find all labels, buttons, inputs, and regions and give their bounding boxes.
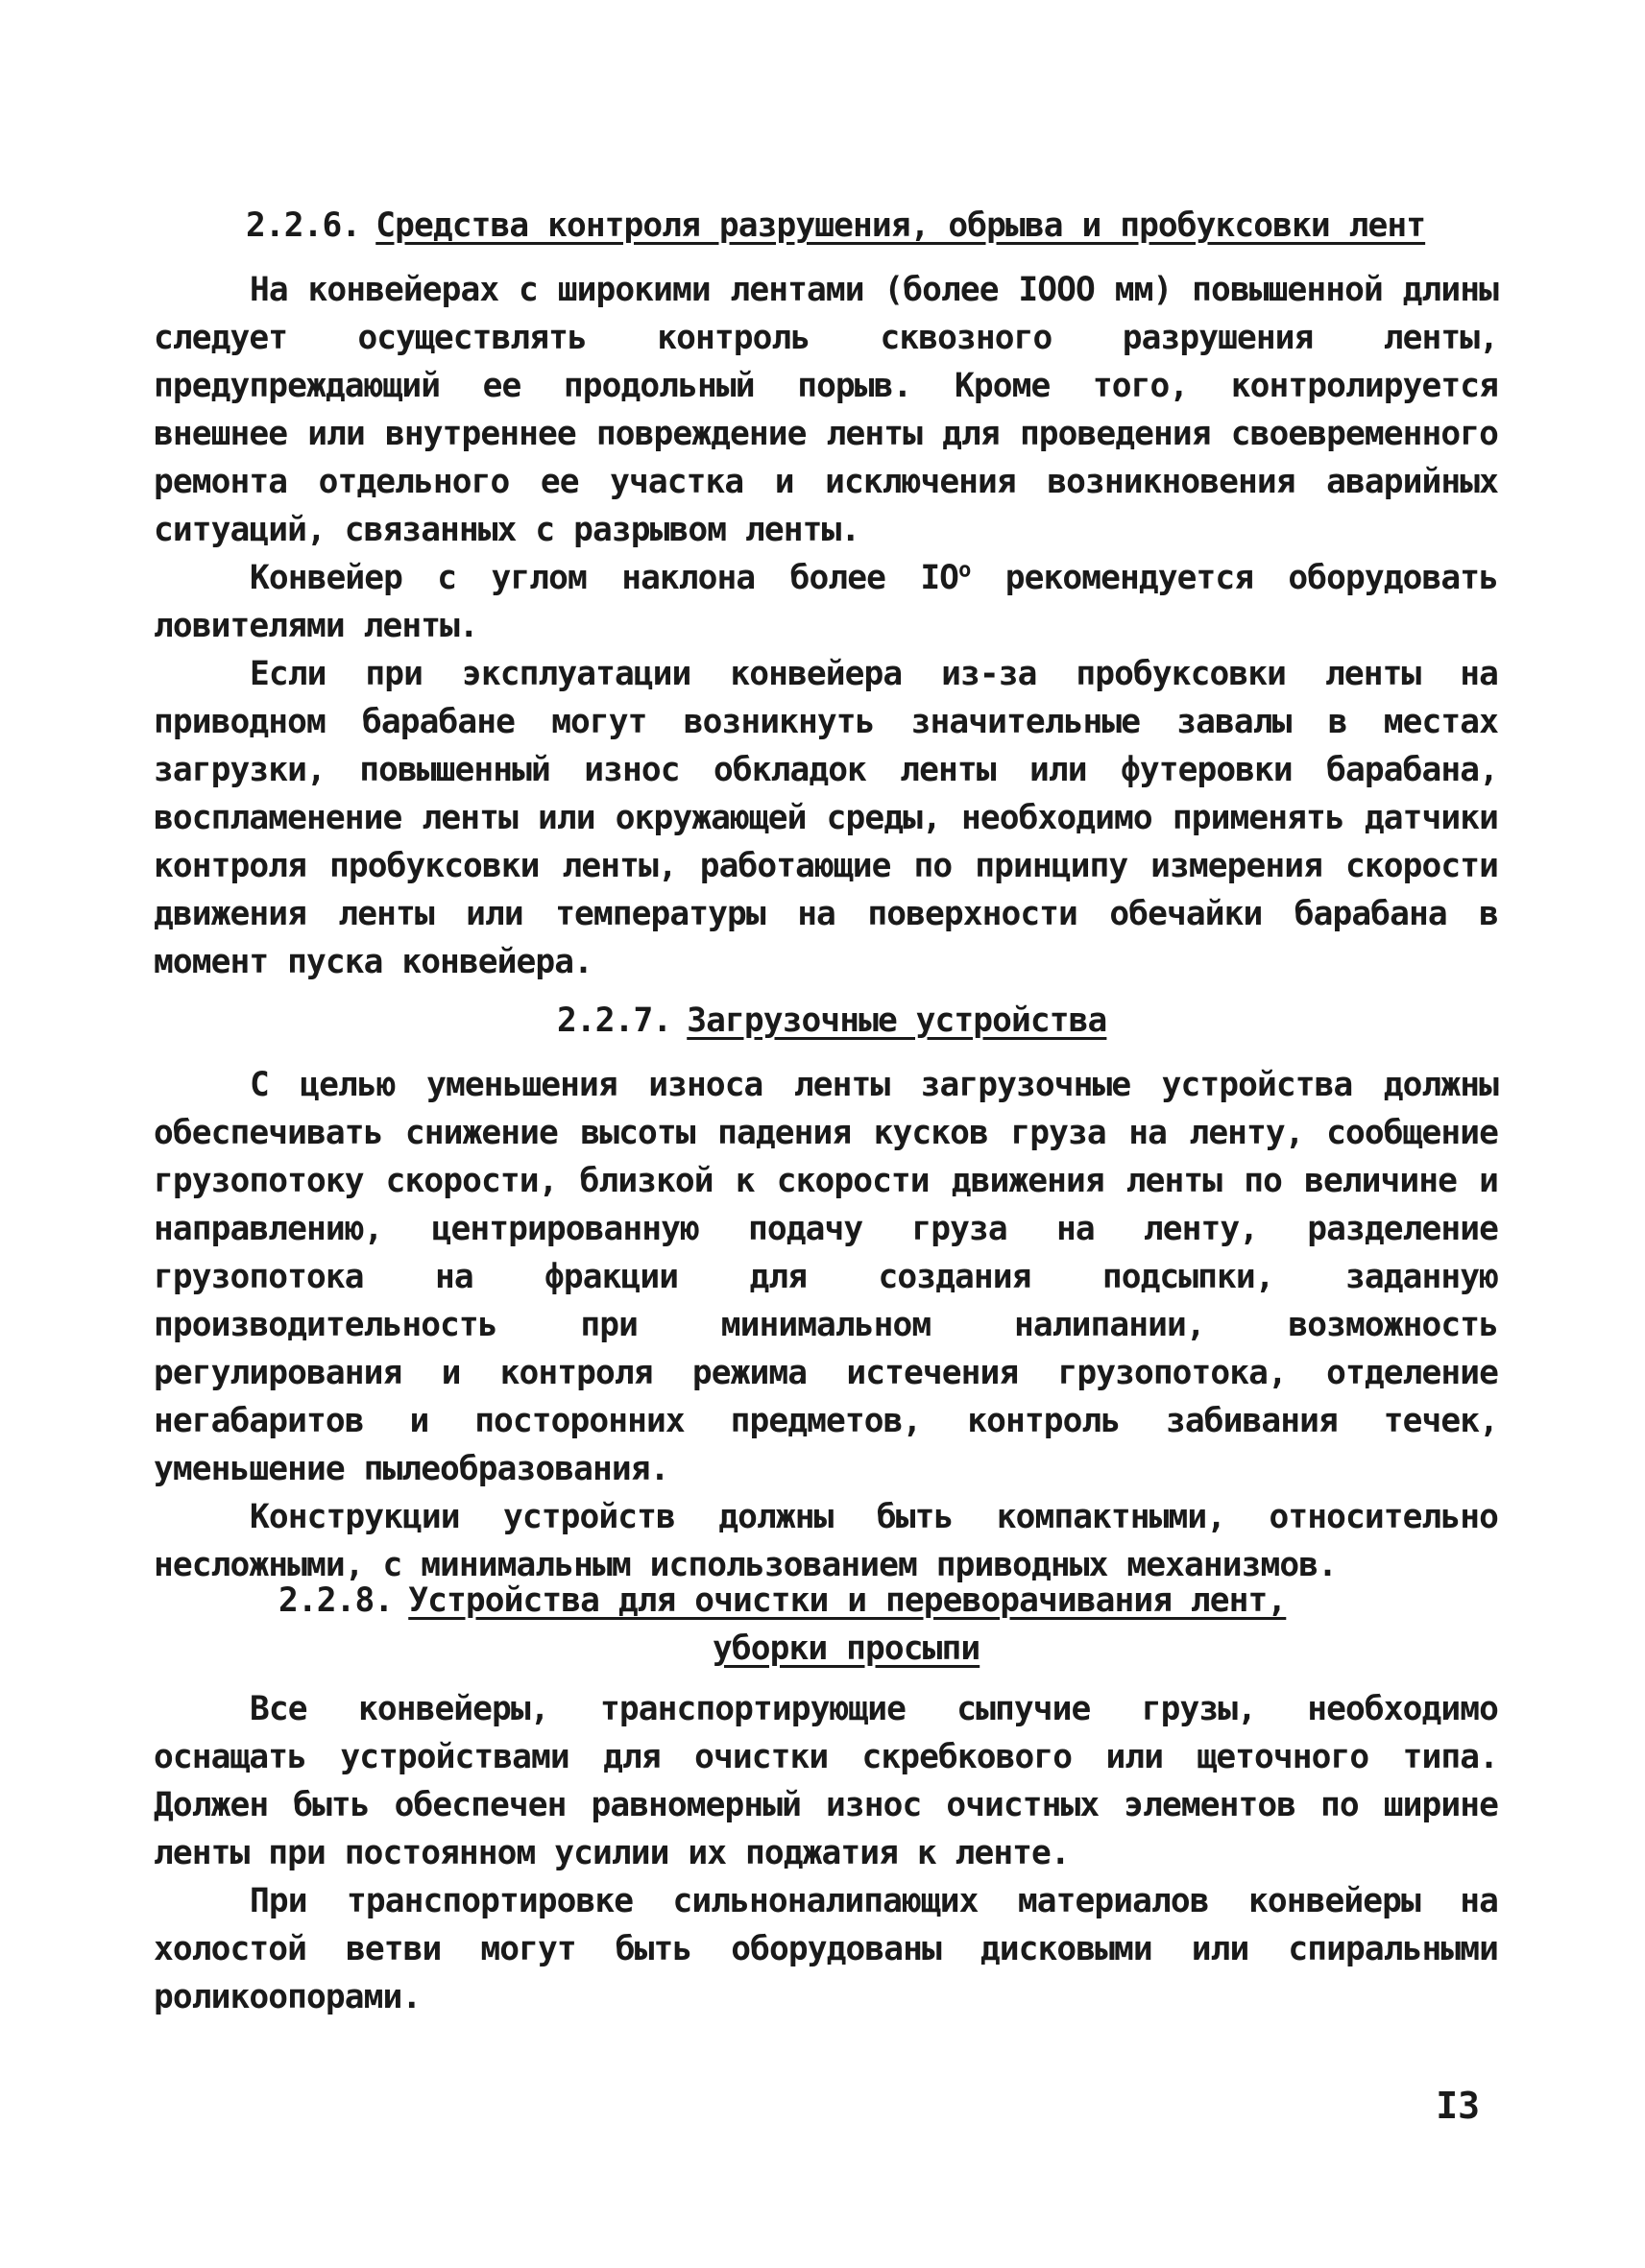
section-title: Загрузочные устройства <box>687 1001 1107 1040</box>
page-number: I3 <box>1436 2085 1480 2127</box>
section-heading-2-2-8 <box>278 1577 1286 1625</box>
degree-symbol: o <box>958 558 971 583</box>
section-title: Средства контроля разрушения, обрыва и пробуксовки лент <box>375 206 1426 245</box>
section-title-line-2: уборки просыпи <box>713 1629 980 1668</box>
paragraph: С целью уменьшения износа ленты загрузочные устройства должны обеспечивать снижение высоты падения кусков груза на ленту, сообщение грузопотоку скорости, близкой к скорости движения ленты по величине и направлению, центрированную подачу груза на ленту, разделение грузопотока на фракции для создания подсыпки, заданную производительность при минимальном налипании, возможность регулирования и контроля режима истечения грузопотока, отделение негабаритов и посторонних предметов, контроль забивания течек, уменьшение пылеобразования. <box>154 1066 1498 1488</box>
section-heading-2-2-7 <box>557 997 1106 1045</box>
paragraph-angle <box>154 554 1498 650</box>
section-number: 2.2.6. <box>246 206 361 245</box>
paragraph-text-tail: рекомендуется оборудовать ловителями ленты. <box>154 559 1498 645</box>
paragraph: При транспортировке сильноналипающих материалов конвейеры на холостой ветви могут быть оборудованы дисковыми или спиральными роликоопорами. <box>154 1882 1498 2016</box>
paragraph-text: Конвейер с углом наклона более IO <box>250 559 959 597</box>
paragraph: Конструкции устройств должны быть компактными, относительно несложными, с минимальным использованием приводных механизмов. <box>154 1498 1498 1584</box>
section-heading-2-2-8-continued <box>713 1625 980 1673</box>
section-body-2-2-7 <box>154 1061 1498 1589</box>
paragraph: Все конвейеры, транспортирующие сыпучие грузы, необходимо оснащать устройствами для очистки скребкового или щеточного типа. Должен быть обеспечен равномерный износ очистных элементов по ширине ленты при постоянном усилии их поджатия к ленте. <box>154 1690 1498 1872</box>
section-number: 2.2.7. <box>557 1001 672 1040</box>
section-title-line-1: Устройства для очистки и переворачивания лент, <box>408 1581 1287 1620</box>
section-number: 2.2.8. <box>278 1581 394 1620</box>
section-body-2-2-8 <box>154 1685 1498 2021</box>
section-heading-2-2-6 <box>246 202 1425 250</box>
paragraph: На конвейерах с широкими лентами (более IOOO мм) повышенной длины следует осуществлять контроль сквозного разрушения ленты, предупреждающий ее продольный порыв. Кроме того, контролируется внешнее или внутреннее повреждение ленты для проведения своевременного ремонта отдельного ее участка и исключения возникновения аварийных ситуаций, связанных с разрывом ленты. <box>154 271 1498 549</box>
section-body-2-2-6 <box>154 266 1498 986</box>
paragraph: Если при эксплуатации конвейера из-за пробуксовки ленты на приводном барабане могут возникнуть значительные завалы в местах загрузки, повышенный износ обкладок ленты или футеровки барабана, воспламенение ленты или окружающей среды, необходимо применять датчики контроля пробуксовки ленты, работающие по принципу измерения скорости движения ленты или температуры на поверхности обечайки барабана в момент пуска конвейера. <box>154 655 1498 981</box>
